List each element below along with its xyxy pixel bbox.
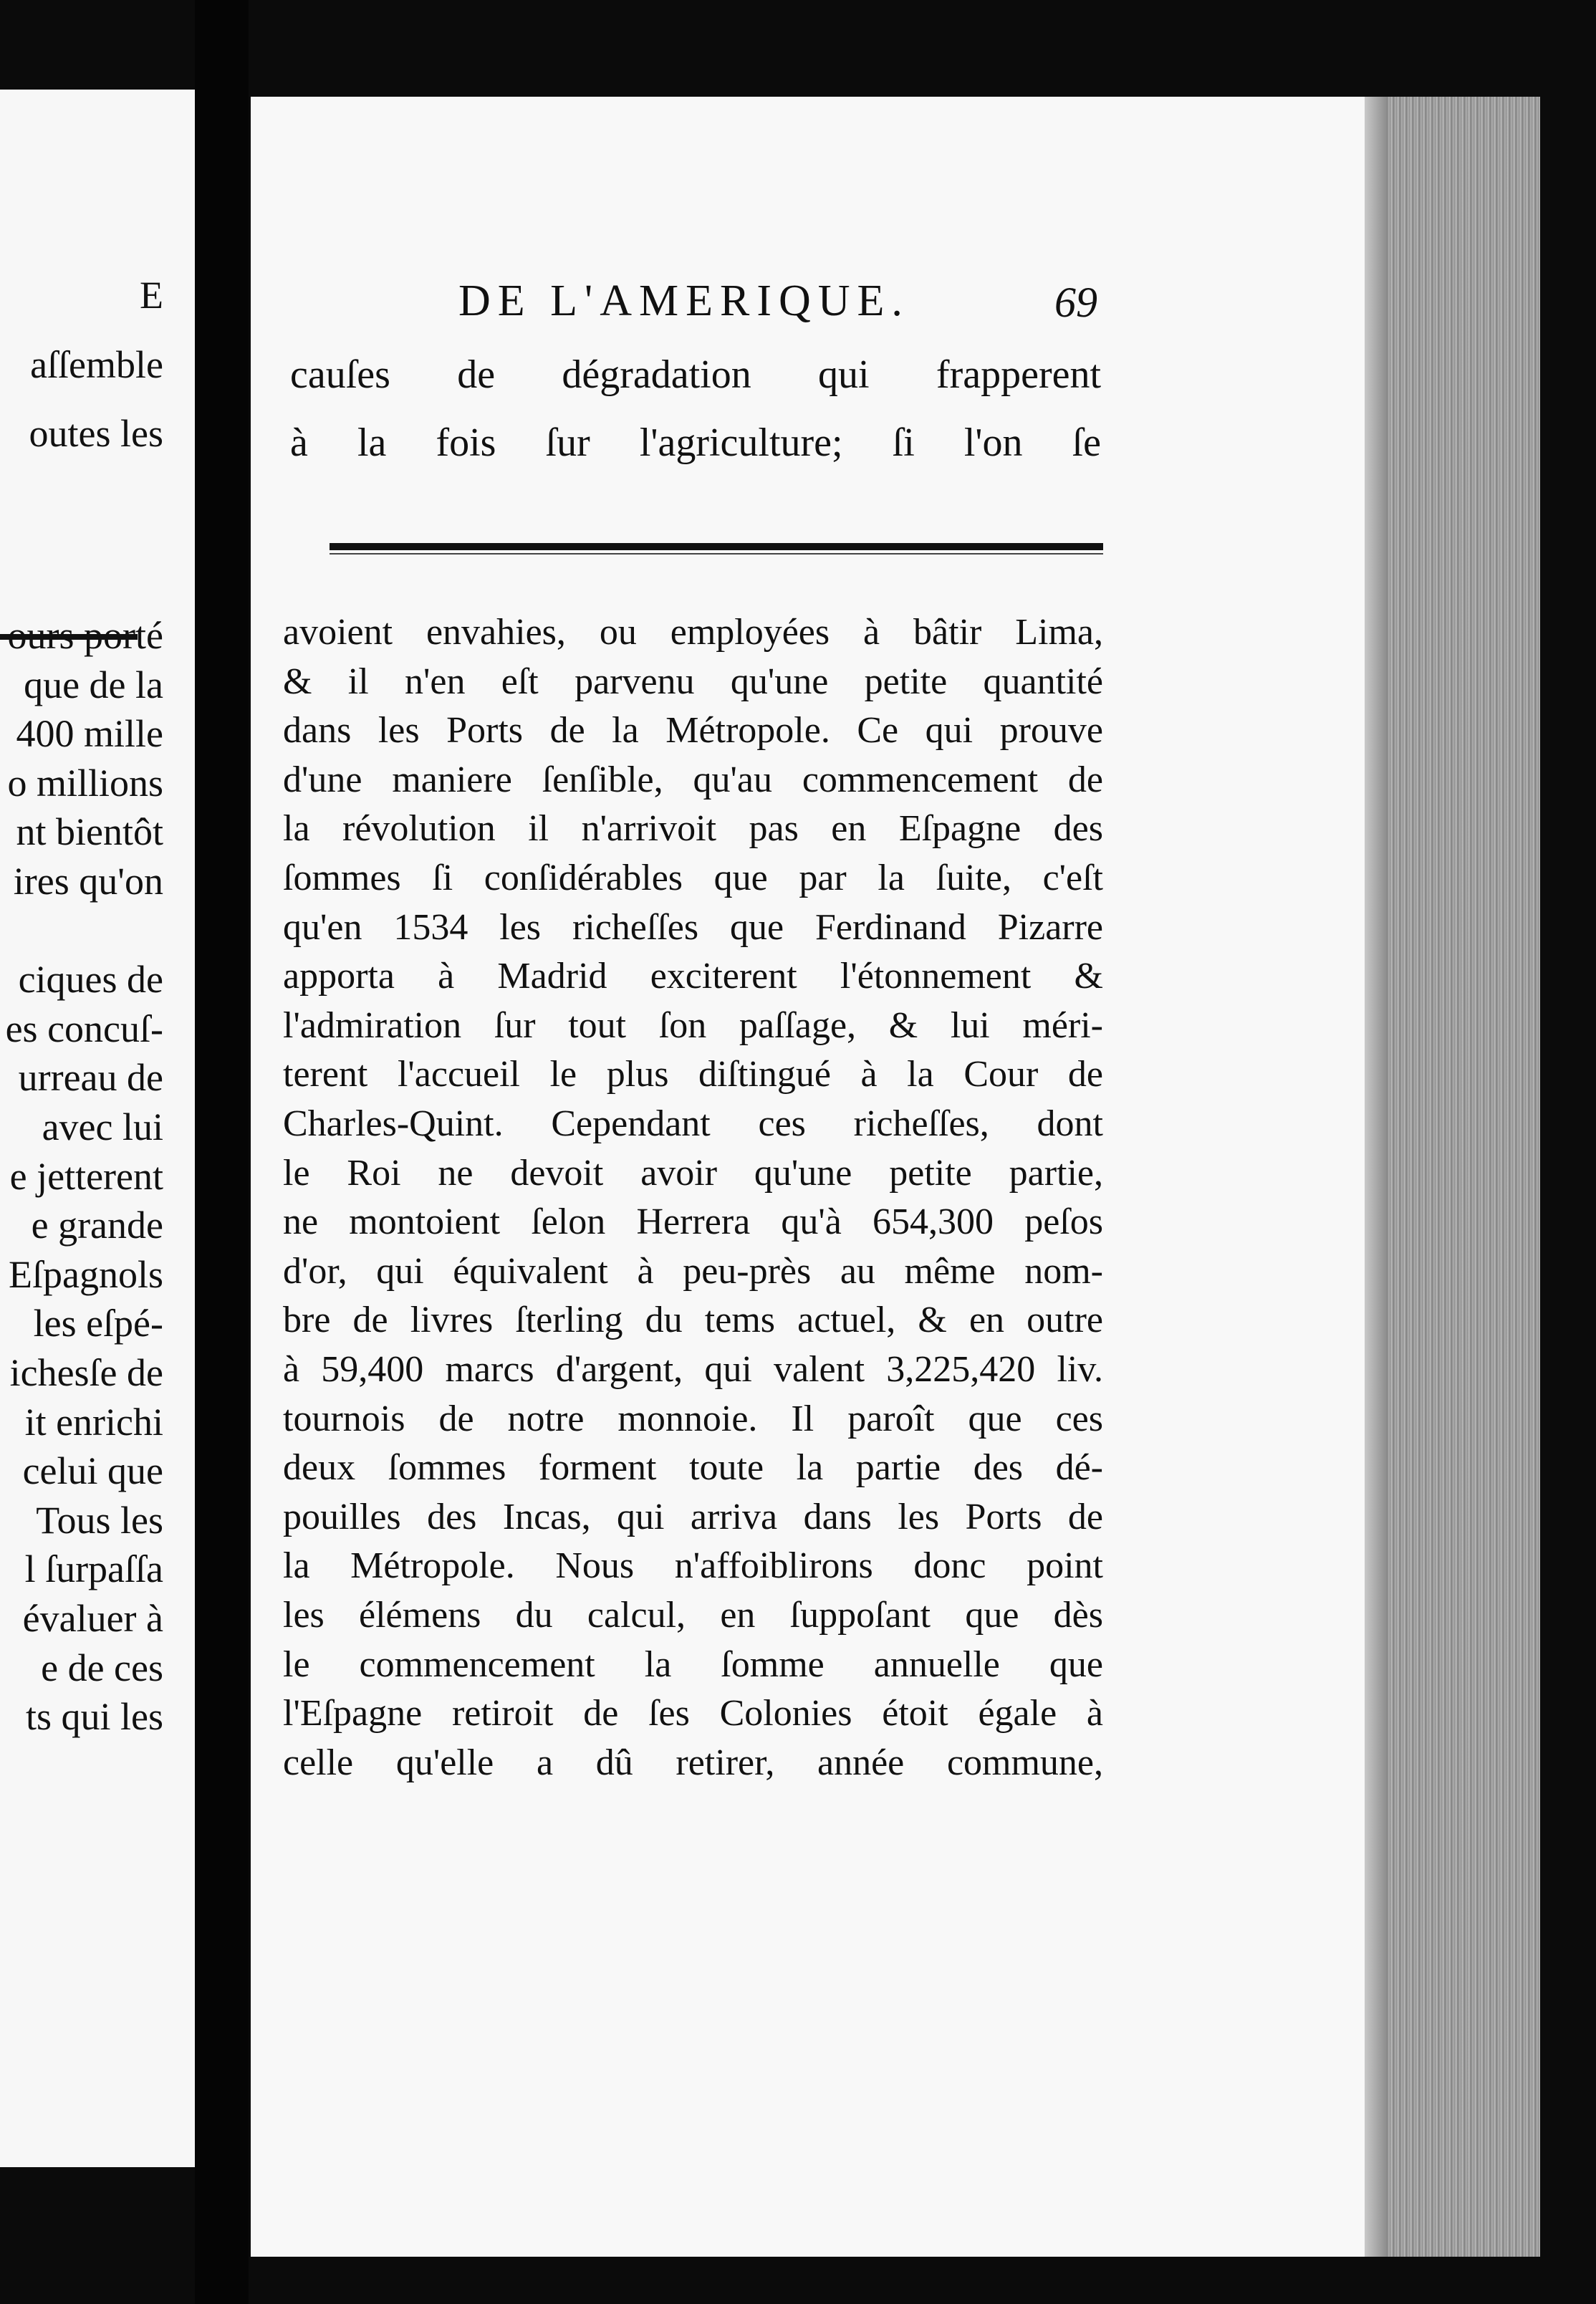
body-text-line: le Roi ne devoit avoir qu'une petite partie, — [283, 1152, 1103, 1194]
body-text-line: la révolution il n'arrivoit pas en Eſpagne des — [283, 808, 1103, 850]
left-body-line: e jetterent — [9, 1154, 163, 1198]
left-body-line: es concuſ- — [5, 1007, 163, 1050]
body-text-line: ne montoient ſelon Herrera qu'à 654,300 peſos — [283, 1201, 1103, 1243]
body-text-line: ſommes ſi conſidérables que par la ſuite, c'eſt — [283, 858, 1103, 898]
left-body-line: avec lui — [42, 1105, 163, 1148]
left-body-line: e de ces — [41, 1646, 163, 1689]
left-body-line: ciques de — [18, 958, 163, 1002]
left-body-line: ires qu'on — [13, 860, 163, 903]
body-text-line: celle qu'elle a dû retirer, année commune, — [283, 1742, 1103, 1783]
left-body-line: urreau de — [18, 1056, 163, 1100]
body-text-line: apporta à Madrid exciterent l'étonnement & — [283, 956, 1103, 997]
body-text-line: les élémens du calcul, en ſuppoſant que dès — [283, 1595, 1103, 1636]
body-text-line: pouilles des Incas, qui arriva dans les Ports de — [283, 1496, 1103, 1537]
body-text-line: d'une maniere ſenſible, qu'au commencement de — [283, 759, 1103, 800]
left-body-line: l ſurpaſſa — [24, 1547, 163, 1591]
book-gutter — [195, 0, 249, 2304]
page-edges — [1365, 97, 1540, 2257]
left-body-line: Tous les — [36, 1498, 163, 1542]
left-body-line: ours porté — [7, 614, 163, 657]
body-text-line: deux ſommes forment toute la partie des dé- — [283, 1447, 1103, 1489]
body-text-line: qu'en 1534 les richeſſes que Ferdinand Pizarre — [283, 906, 1103, 948]
body-text-line: Charles-Quint. Cependant ces richeſſes, dont — [283, 1103, 1103, 1144]
body-text-line: l'admiration ſur tout ſon paſſage, & lui méri- — [283, 1004, 1103, 1046]
body-text-line: le commencement la ſomme annuelle que — [283, 1643, 1103, 1685]
left-body-line: que de la — [24, 663, 163, 706]
body-text-line: d'or, qui équivalent à peu-près au même nom- — [283, 1250, 1103, 1292]
body-text-line: à 59,400 marcs d'argent, qui valent 3,225,420 liv. — [283, 1349, 1103, 1390]
left-body-line: évaluer à — [22, 1597, 163, 1640]
body-text-line: dans les Ports de la Métropole. Ce qui prouve — [283, 710, 1103, 752]
section-rule — [330, 543, 1103, 550]
body-text-line: avoient envahies, ou employées à bâtir Lima, — [283, 612, 1103, 653]
top-text-line-1: cauſes de dégradation qui frapperent — [290, 352, 1101, 397]
page-edge-shadow — [1365, 97, 1386, 2257]
body-text-line: terent l'accueil le plus diſtingué à la Cour de — [283, 1054, 1103, 1095]
left-body-line: ts qui les — [25, 1695, 163, 1739]
left-top-line-1: E — [140, 274, 163, 317]
left-top-line-3: outes les — [29, 412, 163, 455]
left-body-line: it enrichi — [24, 1400, 163, 1444]
section-rule-thin — [330, 553, 1103, 555]
body-text-line: bre de livres ſterling du tems actuel, & en outre — [283, 1300, 1103, 1341]
page-number: 69 — [1054, 279, 1097, 326]
left-top-line-2: aſſemble — [30, 343, 163, 386]
left-body-line: nt bientôt — [16, 810, 163, 854]
left-body-line: les eſpé- — [33, 1302, 163, 1345]
running-head: DE L'AMERIQUE. — [458, 277, 910, 325]
body-text-line: l'Eſpagne retiroit de ſes Colonies étoit égale à — [283, 1693, 1103, 1734]
body-text-line: & il n'en eſt parvenu qu'une petite quantité — [283, 661, 1103, 702]
top-text-line-2: à la fois ſur l'agriculture; ſi l'on ſe — [290, 421, 1101, 465]
body-text-line: la Métropole. Nous n'affoiblirons donc point — [283, 1545, 1103, 1587]
left-body-line: e grande — [31, 1204, 163, 1247]
left-body-line: Eſpagnols — [9, 1252, 163, 1296]
left-body-line: celui que — [22, 1449, 163, 1493]
left-body-line: o millions — [7, 761, 163, 805]
body-text-line: tournois de notre monnoie. Il paroît que ces — [283, 1398, 1103, 1439]
left-body-line: 400 mille — [16, 712, 163, 756]
left-body-line: ichesſe de — [9, 1351, 163, 1394]
